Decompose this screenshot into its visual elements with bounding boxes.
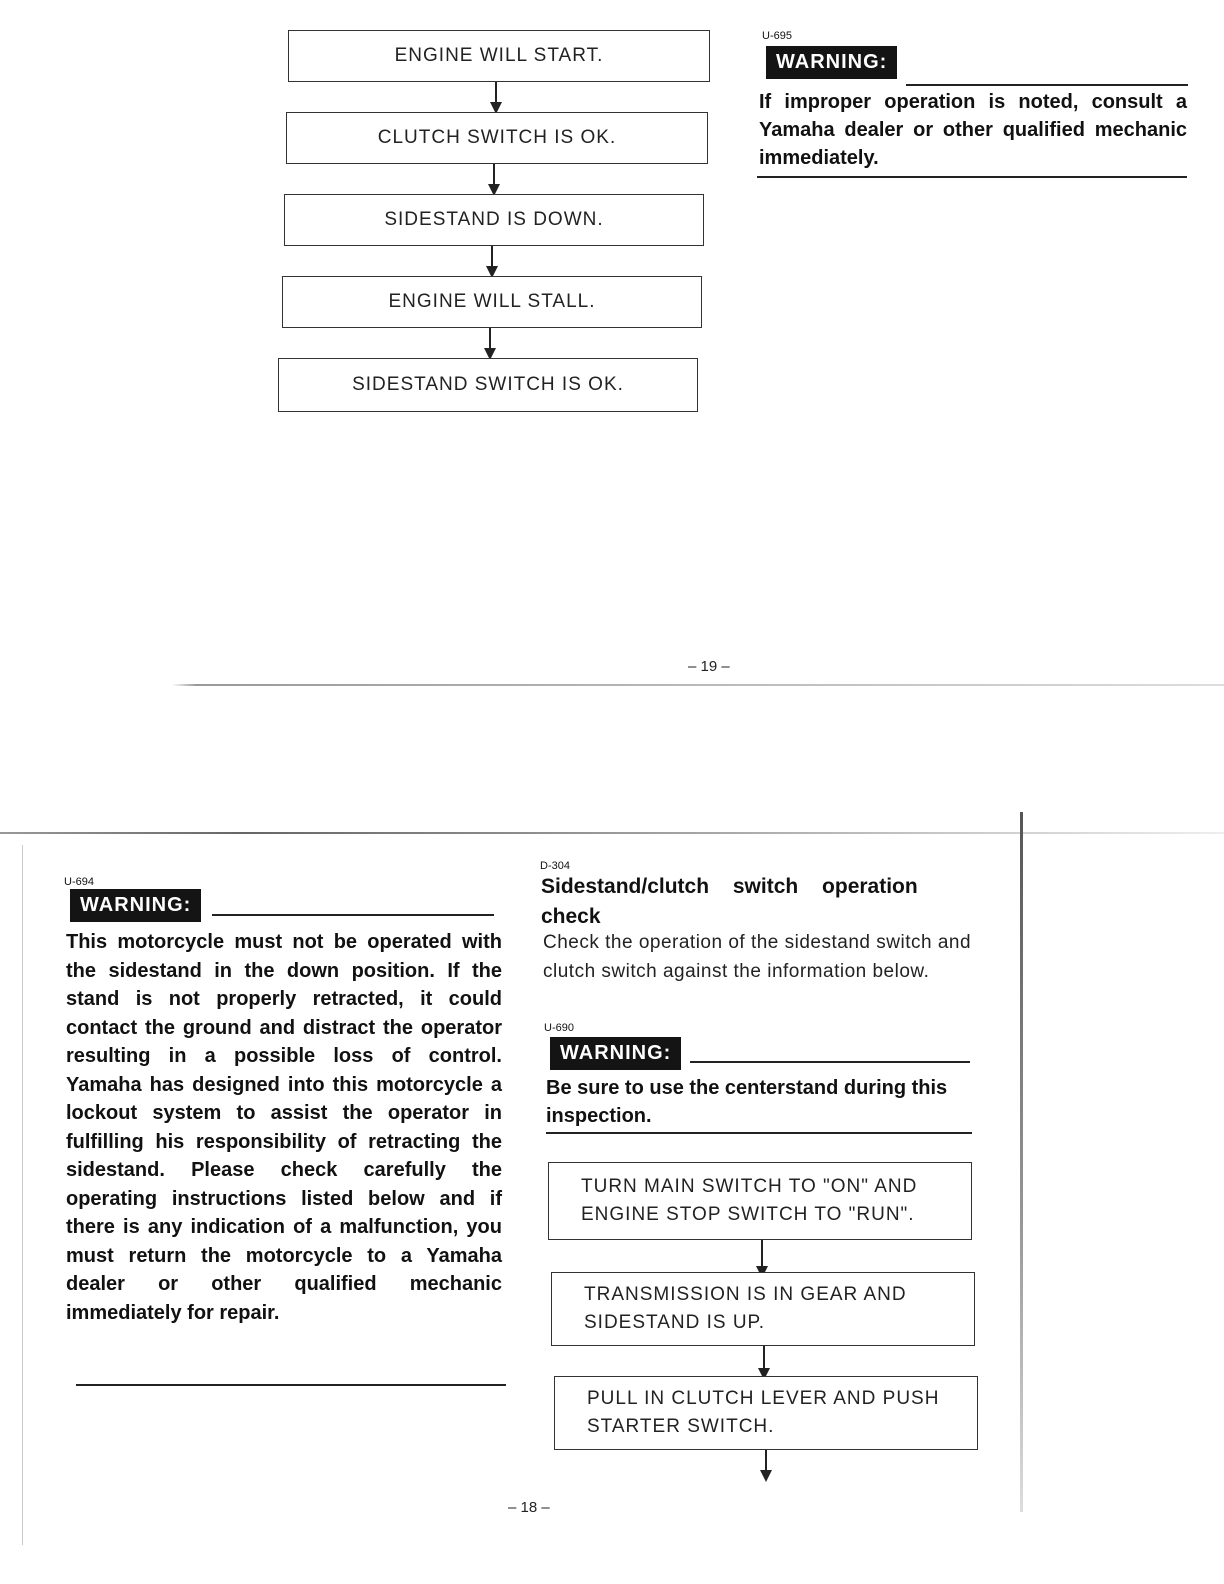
top-warning-text: If improper operation is noted, consult a Yamaha dealer or other qualified mechanic immediately. [759, 91, 1187, 169]
section-title: Sidestand/clutch switch operation check [541, 875, 918, 928]
bottom-flow-arrow-1 [761, 1240, 763, 1268]
top-page-bottom-edge [0, 684, 1224, 686]
top-warning-rule-top [906, 84, 1188, 86]
bottom-page-top-edge [0, 832, 1224, 834]
top-flow-arrow-4 [489, 328, 491, 350]
section-code: D-304 [540, 860, 570, 872]
left-warning-rule-top [212, 914, 494, 916]
top-warning-rule-bottom [757, 176, 1187, 178]
bottom-page-number: – 18 – [508, 1499, 550, 1516]
top-warning-code: U-695 [762, 30, 792, 42]
bottom-flow-step-1: TURN MAIN SWITCH TO "ON" AND ENGINE STOP SWITCH TO "RUN". [548, 1162, 972, 1240]
bottom-flow-arrow-2 [763, 1346, 765, 1370]
top-page-number: – 19 – [688, 658, 730, 675]
left-warning-code: U-694 [64, 876, 94, 888]
right-warning-rule-bottom [546, 1132, 972, 1134]
bottom-flow-arrow-3 [765, 1450, 767, 1472]
top-flow-step-5: SIDESTAND SWITCH IS OK. [278, 358, 698, 412]
right-warning-label: WARNING: [550, 1037, 681, 1070]
bottom-page-left-edge [22, 845, 23, 1545]
bottom-flow-step-3: PULL IN CLUTCH LEVER AND PUSH STARTER SWITCH. [554, 1376, 978, 1450]
right-warning-rule-top [690, 1061, 970, 1063]
top-warning-label: WARNING: [766, 46, 897, 79]
left-warning-rule-bottom [76, 1384, 506, 1386]
top-flow-step-2: CLUTCH SWITCH IS OK. [286, 112, 708, 164]
right-warning-text: Be sure to use the centerstand during this inspection. [546, 1077, 948, 1127]
left-warning-text: This motorcycle must not be operated with the sidestand in the down position. If the stand is not properly retracted, it could contact the ground and distract the operator resulting in a possible loss of control. Yamaha has designed into this motorcycle a lockout system to assist the operator in fulfilling his responsibility of retracting the sidestand. Please check carefully the operating instructions listed below and if there is any indication of a malfunction, you must return the motorcycle to a Yamaha dealer or other qualified mechanic immediately for repair. [66, 931, 502, 1324]
bottom-page-right-edge [1020, 812, 1023, 1512]
top-flow-arrow-2 [493, 164, 495, 186]
top-flow-step-1: ENGINE WILL START. [288, 30, 710, 82]
bottom-flow-step-2: TRANSMISSION IS IN GEAR AND SIDESTAND IS UP. [551, 1272, 975, 1346]
section-text: Check the operation of the sidestand switch and clutch switch against the information below. [543, 932, 972, 982]
top-flow-step-3: SIDESTAND IS DOWN. [284, 194, 704, 246]
right-warning-code: U-690 [544, 1022, 574, 1034]
top-flow-arrow-3 [491, 246, 493, 268]
top-flow-step-4: ENGINE WILL STALL. [282, 276, 702, 328]
left-warning-label: WARNING: [70, 889, 201, 922]
top-flow-arrow-1 [495, 82, 497, 104]
